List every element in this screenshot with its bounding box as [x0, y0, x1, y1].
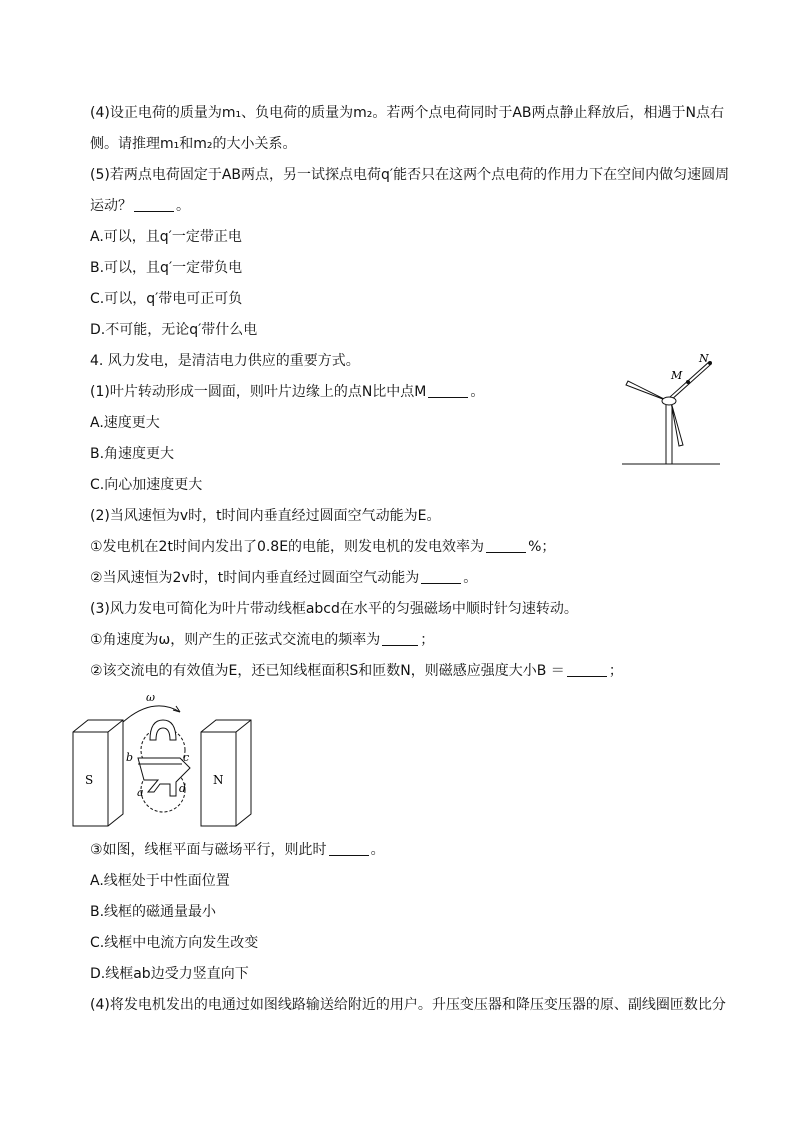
magnet-S: [73, 720, 123, 826]
answer-blank[interactable]: [329, 841, 369, 856]
text: B.角速度更大: [90, 446, 175, 462]
text: A.可以，且q′一定带正电: [90, 229, 242, 245]
answer-blank[interactable]: [421, 569, 461, 584]
text: (3)风力发电可简化为叶片带动线框abcd在水平的匀强磁场中顺时针匀速转动。: [90, 601, 578, 617]
question-5-stem: [90, 351, 360, 371]
option-B: [90, 444, 174, 464]
answer-blank[interactable]: [428, 383, 468, 398]
option-B: [90, 902, 216, 922]
option-C: [90, 289, 242, 309]
question-4-4-line-1: [90, 103, 724, 123]
text: (2)当风速恒为v时，t时间内垂直经过圆面空气动能为E。: [90, 508, 441, 524]
text: B.线框的磁通量最小: [90, 904, 217, 920]
text: 。: [463, 570, 478, 586]
text: 侧。请推理m₁和m₂的大小关系。: [90, 136, 297, 152]
text: ②当风速恒为2v时，t时间内垂直经过圆面空气动能为: [90, 570, 420, 586]
option-C: [90, 933, 258, 953]
text: D.线框ab边受力竖直向下: [90, 966, 249, 982]
text: ①角速度为ω，则产生的正弦式交流电的频率为: [90, 632, 381, 648]
text: (4)将发电机发出的电通过如图线路输送给附近的用户。升压变压器和降压变压器的原、副线圈匝数比分: [90, 997, 726, 1013]
label-N: N: [213, 773, 224, 787]
blade-down: [671, 402, 683, 446]
blade-left: [626, 381, 668, 401]
wind-turbine-figure: [616, 345, 726, 470]
label-N: N: [699, 352, 709, 365]
text: B.可以，且q′一定带负电: [90, 260, 243, 276]
text: D.不可能，无论q′带什么电: [90, 322, 258, 338]
question-5-3-3: [90, 840, 385, 860]
question-5-4: [90, 995, 726, 1015]
text: C.向心加速度更大: [90, 477, 203, 493]
text: A.线框处于中性面位置: [90, 873, 230, 889]
label-S: S: [85, 773, 94, 787]
question-4-5-line-2: [90, 196, 190, 216]
label-c: c: [183, 751, 190, 764]
text: 。: [470, 384, 485, 400]
commutator-top: [150, 720, 176, 740]
text: (5)若两点电荷固定于AB两点，另一试探点电荷q′能否只在这两个点电荷的作用力下在空间内做匀速圆周: [90, 167, 730, 183]
hub: [662, 397, 676, 405]
option-B: [90, 258, 242, 278]
question-5-1: [90, 382, 484, 402]
option-C: [90, 475, 202, 495]
question-5-3: [90, 599, 578, 619]
answer-blank[interactable]: [567, 662, 607, 677]
label-a: a: [137, 786, 144, 799]
label-b: b: [126, 751, 134, 764]
question-5-2: [90, 506, 440, 526]
text: ②该交流电的有效值为E，还已知线框面积S和匝数N，则磁感应强度大小B ＝: [90, 663, 565, 679]
option-A: [90, 227, 242, 247]
option-A: [90, 413, 160, 433]
text: C.可以，q′带电可正可负: [90, 291, 243, 307]
question-5-2-2: [90, 568, 477, 588]
point-M-dot: [686, 380, 690, 384]
answer-blank[interactable]: [486, 538, 526, 553]
answer-blank[interactable]: [134, 197, 174, 212]
text: (4)设正电荷的质量为m₁、负电荷的质量为m₂。若两个点电荷同时于AB两点静止释放后，相遇于N点右: [90, 105, 724, 121]
text: A.速度更大: [90, 415, 160, 431]
label-M: M: [671, 369, 683, 382]
magnet-N: [201, 720, 251, 826]
question-5-2-1: [90, 537, 555, 557]
option-D: [90, 964, 249, 984]
text: 。: [370, 842, 385, 858]
option-A: [90, 871, 230, 891]
label-d: d: [179, 782, 187, 795]
text: 运动？: [90, 198, 132, 214]
answer-blank[interactable]: [382, 631, 418, 646]
question-4-4-line-2: [90, 134, 297, 154]
text: %；: [528, 539, 556, 555]
question-5-3-1: [90, 630, 434, 650]
option-D: [90, 320, 257, 340]
generator-figure: [68, 688, 268, 833]
text: 4. 风力发电，是清洁电力供应的重要方式。: [90, 353, 360, 369]
omega-label: ω: [146, 691, 155, 704]
question-4-5-line-1: [90, 165, 729, 185]
text: (1)叶片转动形成一圆面，则叶片边缘上的点N比中点M: [90, 384, 427, 400]
rotation-arrow: [123, 706, 180, 722]
text: ①发电机在2t时间内发出了0.8E的电能，则发电机的发电效率为: [90, 539, 485, 555]
text: C.线框中电流方向发生改变: [90, 935, 259, 951]
text: ③如图，线框平面与磁场平行，则此时: [90, 842, 327, 858]
text: ；: [420, 632, 435, 648]
text: 。: [176, 198, 190, 214]
text: ；: [608, 663, 623, 679]
question-5-3-2: [90, 661, 623, 681]
